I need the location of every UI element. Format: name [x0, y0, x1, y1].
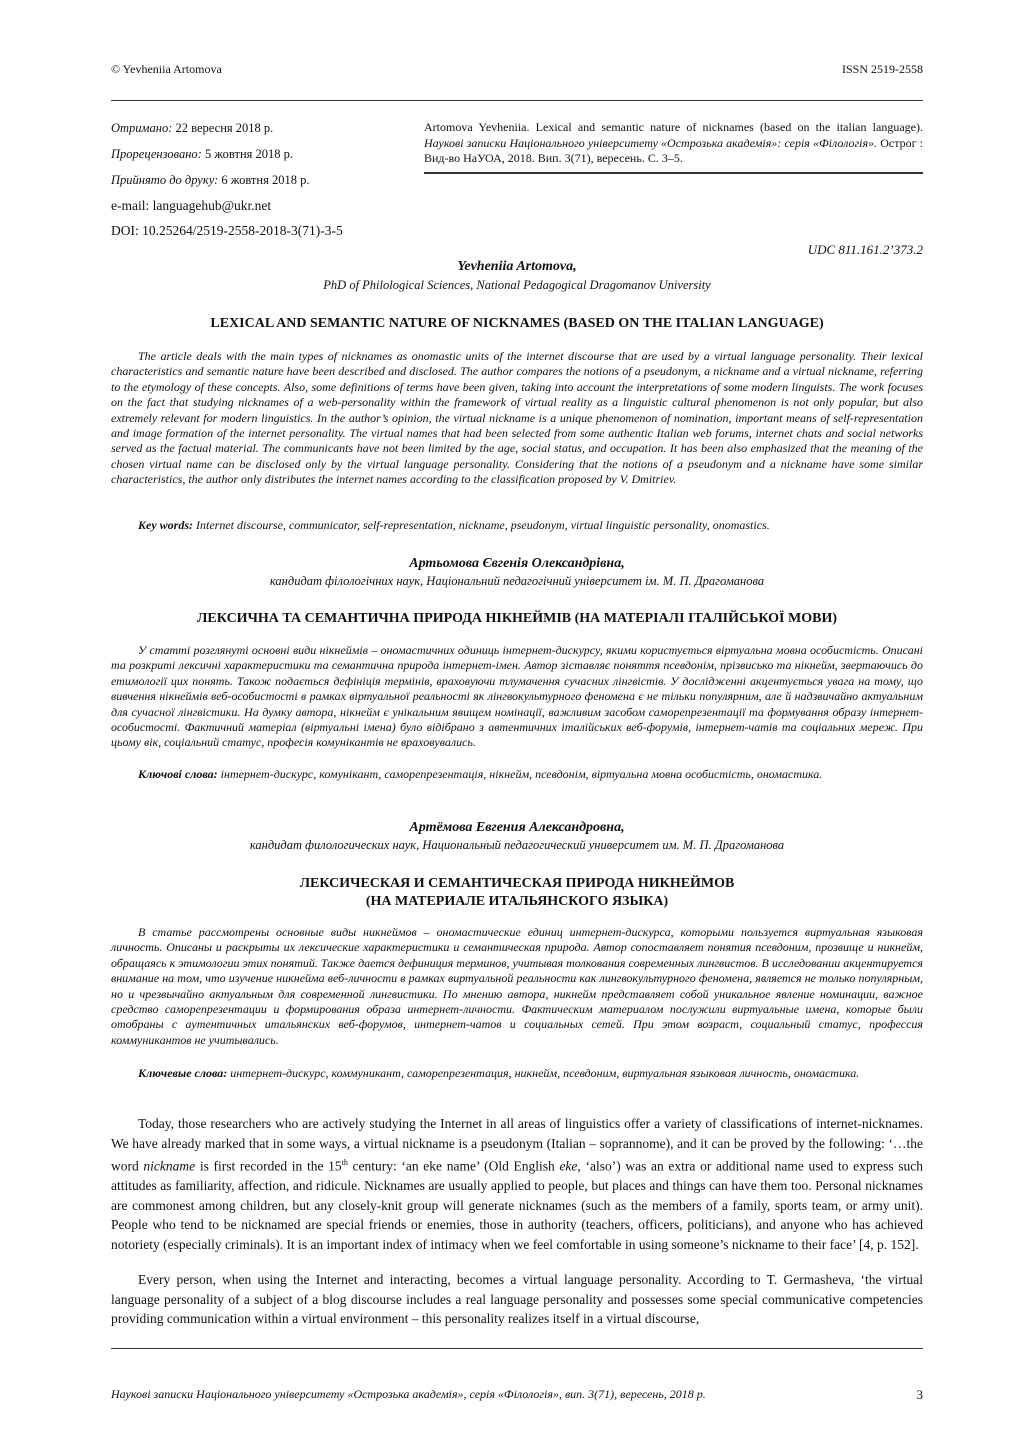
- title-en: LEXICAL AND SEMANTIC NATURE OF NICKNAMES (BASED ON THE ITALIAN LANGUAGE): [210, 316, 824, 331]
- header-copyright: © Yevheniia Artomova: [111, 62, 222, 76]
- abstract-ru: В статье рассмотрены основные виды никнеймов – ономастические единиц интернет-дискурса, которыми пользуется виртуальная языковая личность. Описаны и раскрыты их лексические характеристики и семантическая природа. Автор сопоставляет понятия псевдоним, прозвище и никнейм, обращаясь к этимологии этих понятий. Также дается дефиниция терминов, учитывая толкования современных лингвистов. В исследовании акцентируется внимание на том, что изучение никнейма веб-личности в рамках виртуальной реальности как лингвокультурного феномена, является не только популярным, но и чрезвычайно актуальным для современной лингвистики. По мнению автора, никнейм представляет собой уникальное явление номинации, важное средство саморепрезентации и формирования образа интернет-личности. Фактическим материалом послужили виртуальные имена, которые были отобраны с аутентичных итальянских веб-форумов, интернет-чатов и социальных сетей. При этом возраст, социальный статус, профессия коммуникантов не учитывались.: [111, 925, 923, 1047]
- citation-rule: [424, 172, 923, 174]
- body-p1-part-c: century: ‘an eke name’ (Old English: [347, 1158, 560, 1174]
- reviewed-line: [111, 147, 293, 162]
- keywords-en: [111, 518, 923, 533]
- title-uk: ЛЕКСИЧНА ТА СЕМАНТИЧНА ПРИРОДА НІКНЕЙМІВ (НА МАТЕРІАЛІ ІТАЛІЙСЬКОЇ МОВИ): [197, 611, 837, 626]
- keywords-text-en: Internet discourse, communicator, self-representation, nickname, pseudonym, virtual linguistic personality, onomastics.: [196, 518, 770, 532]
- keywords-label-uk: Ключові слова:: [138, 767, 218, 781]
- body-p1-nickname: nickname: [143, 1158, 196, 1174]
- footer-journal: Наукові записки Національного університету «Острозька академія», серія «Філологія», вип. 3(71), вересень, 2018 р.: [111, 1387, 706, 1401]
- accepted-line: [111, 173, 309, 188]
- body-p1-part-d: , ‘also’) was an extra or additional name used to express such attitudes as familiarity, affection, and ridicule. Nicknames are usually applied to people, but places and things can have them too. Personal nicknames are commonest among children, but any closely-knit group will generate nicknames (such as the members of a family, sports team, or army unit). People who tend to be nicknamed are special friends or enemies, those in authority (teachers, officers, politicians), and anyone who has achieved notoriety (especially criminals). It is an important index of intimacy when we feel comfortable in using someone’s nickname to their face’ [4, p. 152].: [111, 1158, 924, 1252]
- accepted-label: Прийнято до друку:: [111, 173, 219, 187]
- affiliation-en: PhD of Philological Sciences, National Pedagogical Dragomanov University: [323, 278, 711, 292]
- citation: [424, 120, 923, 167]
- keywords-label-ru: Ключевые слова:: [138, 1066, 228, 1080]
- header-rule: [111, 100, 923, 101]
- affiliation-uk: кандидат філологічних наук, Національний педагогічний університет ім. М. П. Драгоманова: [269, 574, 765, 588]
- doi: DOI: 10.25264/2519-2558-2018-3(71)-3-5: [111, 223, 343, 238]
- title-ru-line2: (НА МАТЕРИАЛЕ ИТАЛЬЯНСКОГО ЯЗЫКА): [365, 894, 669, 909]
- page-number: 3: [916, 1387, 923, 1402]
- author-en: Yevheniia Artomova,: [457, 259, 577, 274]
- body-paragraph-2: Every person, when using the Internet and interacting, becomes a virtual language personality. According to T. Germasheva, ‘the virtual language personality of a subject of a blog discourse includes a real language personality and possesses some special communicative competencies providing communication within a virtual environment – this personality realizes itself in a virtual discourse,: [111, 1272, 923, 1326]
- received-line: [111, 121, 273, 136]
- author-ru: Артёмова Евгения Александровна,: [409, 820, 625, 835]
- header-issn: ISSN 2519-2558: [841, 62, 923, 76]
- title-ru: [111, 875, 923, 911]
- body-p1-superscript: th: [341, 1158, 348, 1167]
- abstract-uk: У статті розглянуті основні види нікнеймів – ономастичних одиниць інтернет-дискурсу, якими користується віртуальна мовна особистість. Описані та розкриті лексичні характеристики та семантична природа інтернет-імен. Автор зіставляє поняття псевдонім, прізвисько та нікнейм, звертаючись до етимології цих понять. Також подається дефініція термінів, враховуючи тлумачення сучасних лінгвістів. У дослідженні акцентується увага на тому, що вивчення нікнеймів веб-особистості в рамках віртуальної реальності як лінгвокультурного феномена є не тільки популярним, але й надзвичайно актуальним для сучасної лінгвістики. На думку автора, нікнейм є унікальним явищем номінації, важливим засобом саморепрезентації та формування образу інтернет-особистості. Фактичний матеріал (віртуальні імена) було відібрано з автентичних італійських веб-форумів, інтернет-чатів та соціальних мереж. При цьому вік, соціальний статус, професія комунікантів не враховувались.: [111, 643, 923, 750]
- accepted-date: 6 жовтня 2018 р.: [221, 173, 310, 187]
- citation-journal: Наукові записки Національного університету «Острозька академія»: серія «Філологія».: [424, 135, 878, 150]
- citation-lead: Artomova Yevheniia. Lexical and semantic nature of nicknames (based on the italian language).: [424, 120, 923, 134]
- keywords-text-ru: интернет-дискурс, коммуникант, саморепрезентация, никнейм, псевдоним, виртуальная языковая личность, ономастика.: [230, 1066, 860, 1080]
- udc: UDC 811.161.2’373.2: [807, 242, 923, 257]
- keywords-label-en: Key words:: [138, 518, 193, 532]
- keywords-text-uk: інтернет-дискурс, комунікант, саморепрезентація, нікнейм, псевдонім, віртуальна мовна особистість, ономастика.: [220, 767, 823, 781]
- email: e-mail: languagehub@ukr.net: [111, 198, 272, 213]
- received-label: Отримано:: [111, 121, 173, 135]
- body-paragraph-1: [111, 1114, 923, 1254]
- keywords-uk: [111, 767, 923, 782]
- reviewed-label: Прорецензовано:: [111, 147, 202, 161]
- body-p1-part-b: is first recorded in the 15: [195, 1158, 342, 1174]
- author-uk: Артьомова Євгенія Олександрівна,: [409, 556, 625, 571]
- footer-rule: [111, 1348, 923, 1349]
- citation-tail: Острог : Вид-во НаУОА, 2018. Вип. 3(71), вересень. С. 3–5.: [424, 135, 923, 165]
- abstract-en: The article deals with the main types of nicknames as onomastic units of the internet discourse that are used by a virtual language personality. Their lexical characteristics and semantic nature have been described and disclosed. The author compares the notions of a pseudonym, a nickname and a virtual nickname, referring to the etymology of these concepts. Also, some definitions of terms have been given, taking into account the interpretations of some modern linguists. The work focuses on the fact that studying nicknames of a web-personality within the framework of virtual reality as a linguistic cultural phenomenon is not only popular, but also extremely relevant for modern linguistics. In the author’s opinion, the virtual nickname is a unique phenomenon of nomination, important means of self-representation and image formation of the internet personality. The virtual names that had been selected from some authentic Italian web forums, internet chats and social networks served as the factual material. The communicants have not been limited by the age, social status, and occupation. It has been also emphasized that the meaning of the chosen virtual name can be disclosed only by the virtual language personality. Considering that the notions of a pseudonym and a nickname have some similar characteristics, the author only distributes the internet names according to the classification proposed by V. Dmitriev.: [111, 349, 923, 487]
- title-ru-line1: ЛЕКСИЧЕСКАЯ И СЕМАНТИЧЕСКАЯ ПРИРОДА НИКНЕЙМОВ: [299, 876, 735, 891]
- affiliation-ru: кандидат филологических наук, Национальный педагогический университет им. М. П. Драгоманова: [249, 838, 785, 852]
- body-p1-eke: eke: [559, 1158, 578, 1174]
- received-date: 22 вересня 2018 р.: [175, 121, 274, 135]
- body-p1-part-a: Today, those researchers who are actively studying the Internet in all areas of linguistics offer a variety of classifications of internet-nicknames. We have already marked that in some ways, a virtual nickname is a pseudonym (Italian – soprannome), and it can be proved by the following: ‘…the word: [111, 1116, 923, 1174]
- reviewed-date: 5 жовтня 2018 р.: [204, 147, 294, 161]
- keywords-ru: [111, 1066, 923, 1081]
